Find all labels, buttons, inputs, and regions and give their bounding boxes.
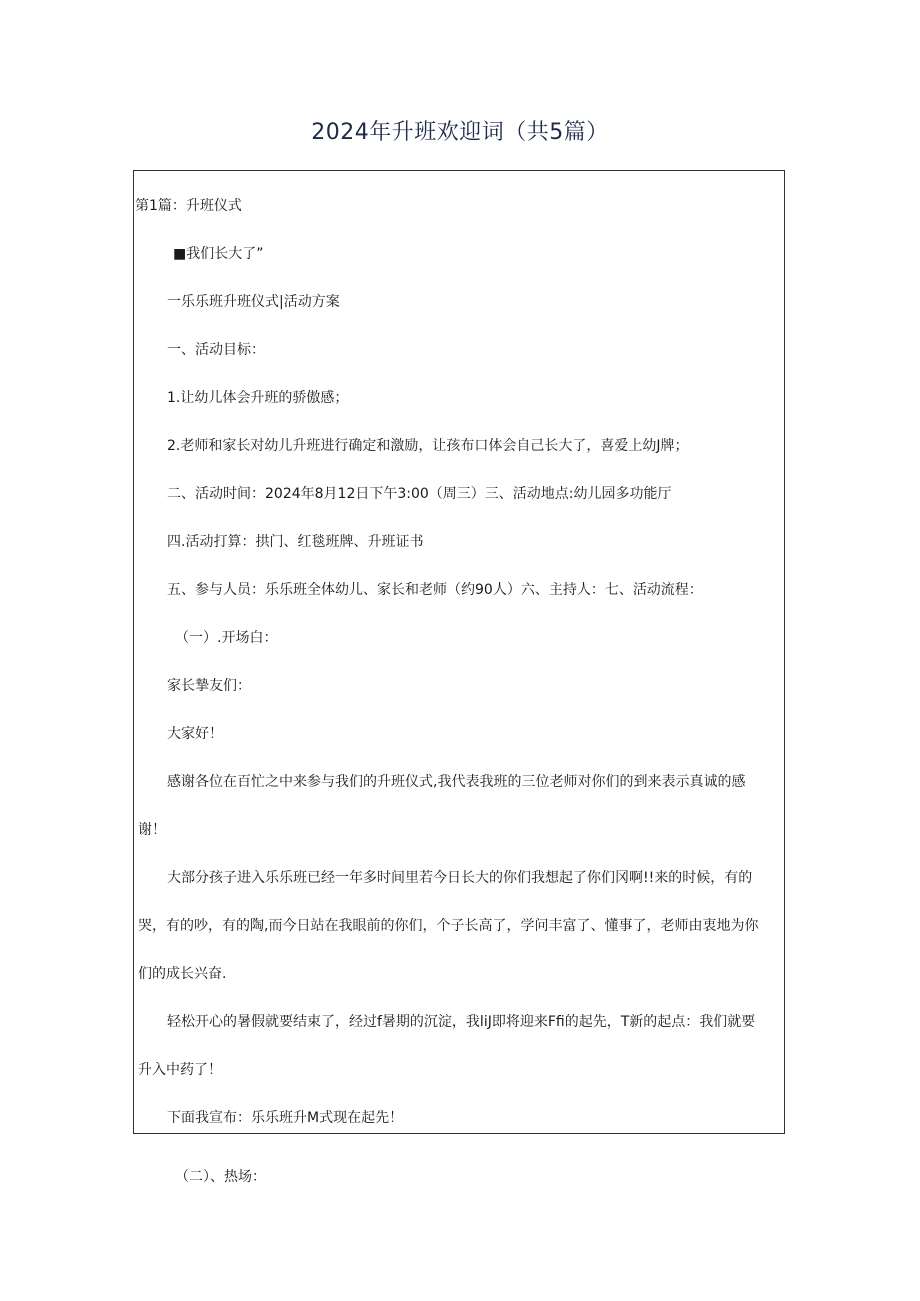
content-box [133,170,785,1134]
section-heading: 第1篇：升班仪式 [135,198,242,214]
paragraph-continuation: 谢！ [138,822,166,838]
paragraph: 2.老师和家长对幼儿升班进行确定和激励，让孩布口体会自己长大了，喜爱上幼J牌； [167,438,689,454]
paragraph: 大部分孩子进入乐乐班已经一年多时间里若今日长大的你们我想起了你们冈啊!!来的时候，有的 [167,870,753,886]
paragraph: ■我们长大了” [173,246,264,262]
paragraph: （一）.开场白： [175,630,278,646]
paragraph-continuation: 们的成长兴奋. [138,966,227,982]
paragraph: 轻松开心的暑假就要结束了，经过f暑期的沉淀，我liJ即将迎来Ffi的起先，T新的起点：我们就要 [167,1014,756,1030]
paragraph: 五、参与人员：乐乐班全体幼儿、家长和老师（约90人）六、主持人：七、活动流程： [167,582,703,598]
paragraph: 二、活动时间：2024年8月12日下午3:00（周三）三、活动地点:幼儿园多功能厅 [167,486,672,502]
paragraph: 家长摯友们： [167,678,251,694]
paragraph-continuation: 哭，有的吵，有的陶,而今日站在我眼前的你们，个子长高了，学问丰富了、懂事了，老师由衷地为你 [138,918,759,934]
paragraph: 大家好！ [167,726,223,742]
document-title: 2024年升班欢迎词（共5篇） [311,120,609,145]
paragraph: 感谢各位在百忙之中来参与我们的升班仪式,我代表我班的三位老师对你们的到来表示真诚的感 [167,774,746,790]
paragraph: 一、活动目标： [167,342,265,358]
paragraph-continuation: 升入中药了！ [138,1062,222,1078]
paragraph: 1.让幼儿体会升班的骄傲感； [167,390,349,406]
paragraph: 一乐乐班升班仪式|活动方案 [167,294,340,310]
paragraph: 四.活动打算：拱门、红毯班牌、升班证书 [167,534,424,550]
subheading: （二）、热场： [175,1169,266,1185]
paragraph: 下面我宣布：乐乐班升M式现在起先！ [167,1110,404,1126]
